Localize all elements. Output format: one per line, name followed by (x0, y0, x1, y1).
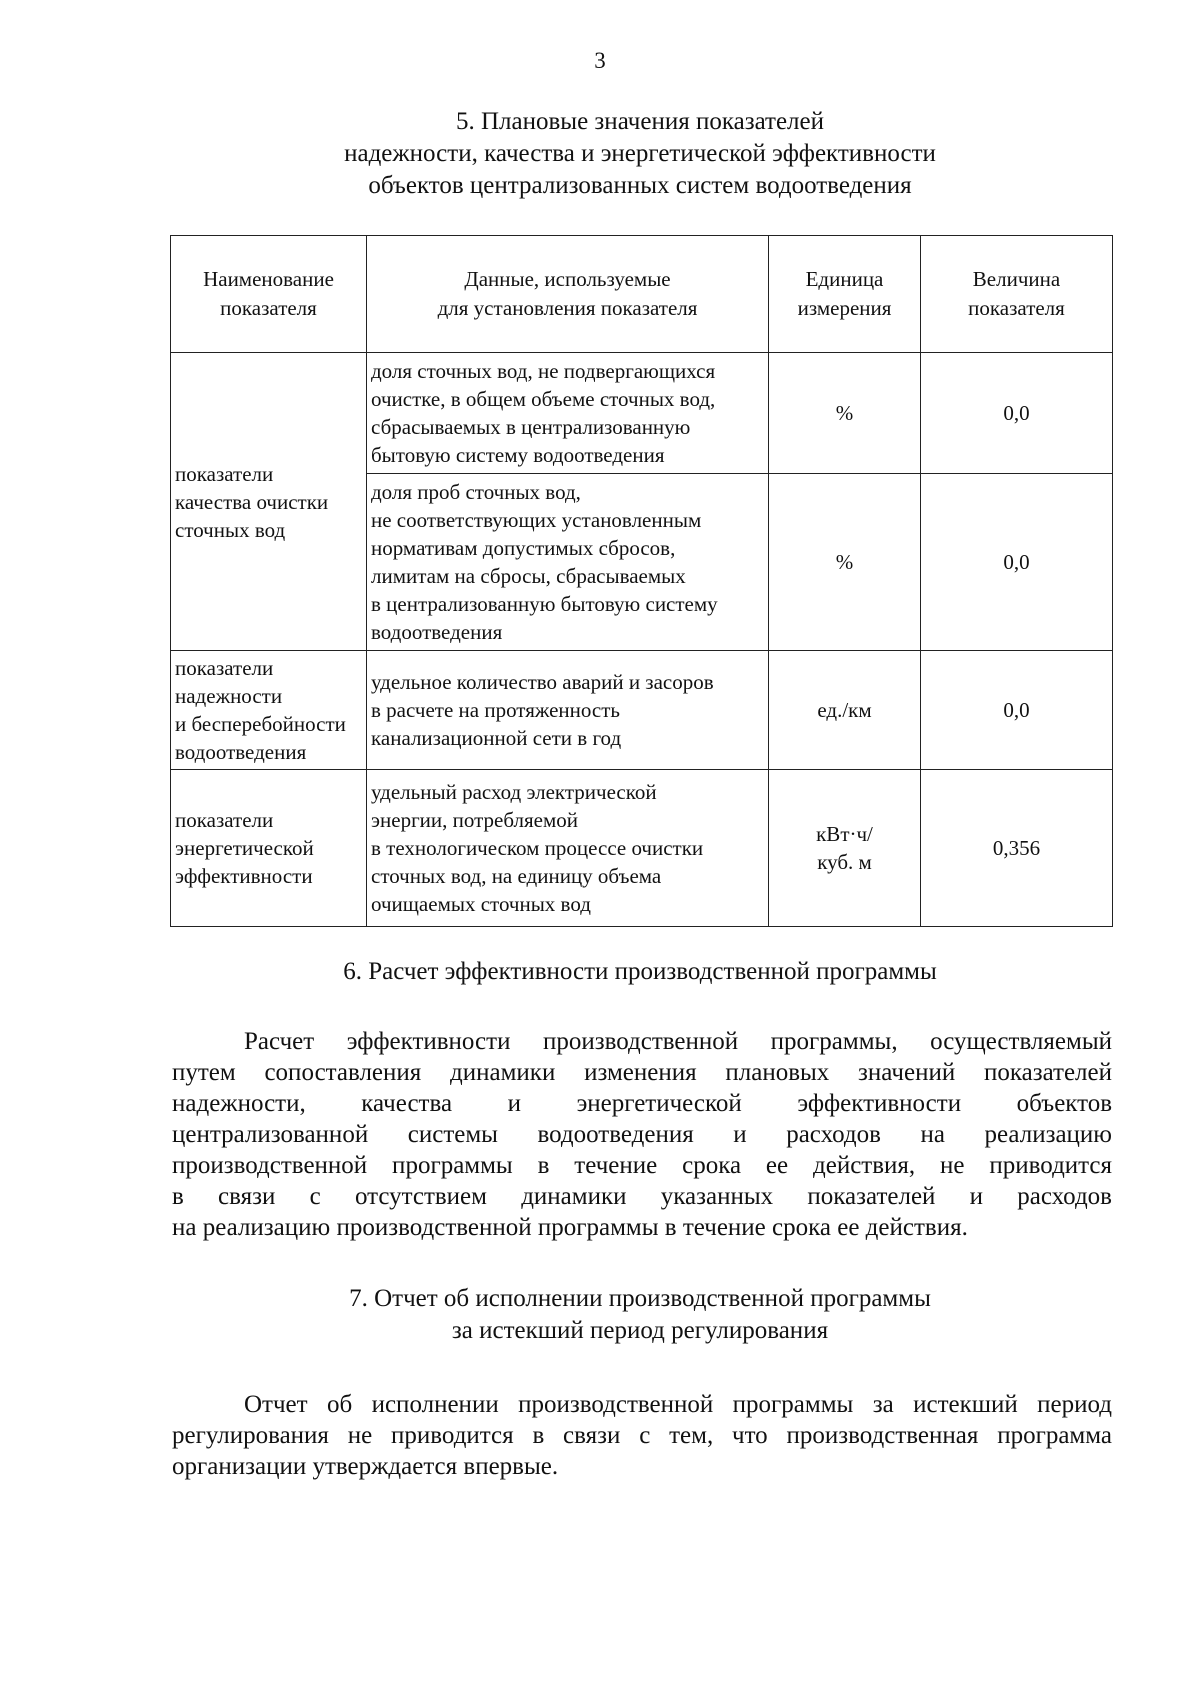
table-row (171, 353, 1113, 474)
section-7-paragraph (172, 1389, 1112, 1482)
heading-line: за истекший период регулирования (451, 1317, 829, 1344)
section-6-heading (160, 956, 1120, 988)
header-source-data: Данные, используемые для установления показателя (367, 236, 769, 353)
table-header-row (171, 236, 1113, 353)
table-row (171, 651, 1113, 770)
unit-cell: % (769, 474, 921, 651)
header-unit: Единица измерения (769, 236, 921, 353)
source-data-cell: доля проб сточных вод, не соответствующих установленным нормативам допустимых сбросов, лимитам на сбросы, сбрасываемых в централизованную бытовую систему водоотведения (367, 474, 769, 651)
unit-cell: % (769, 353, 921, 474)
paragraph-line: в связи с отсутствием динамики указанных показателей и расходов (172, 1183, 1112, 1210)
source-data-cell: удельный расход электрической энергии, потребляемой в технологическом процессе очистки сточных вод, на единицу объема очищаемых сточных вод (367, 770, 769, 927)
value-cell: 0,0 (921, 474, 1113, 651)
heading-line: 6. Расчет эффективности производственной программы (343, 958, 937, 985)
header-value: Величина показателя (921, 236, 1113, 353)
paragraph-line: организации утверждается впервые. (172, 1453, 559, 1480)
unit-cell: ед./км (769, 651, 921, 770)
indicators-table (170, 235, 1113, 927)
heading-line: надежности, качества и энергетической эффективности (344, 140, 936, 167)
header-indicator-name: Наименование показателя (171, 236, 367, 353)
paragraph-line: регулирования не приводится в связи с тем, что производственная программа (172, 1422, 1112, 1449)
paragraph-line: Расчет эффективности производственной программы, осуществляемый (244, 1028, 1112, 1055)
value-cell: 0,356 (921, 770, 1113, 927)
section-5-heading (160, 106, 1120, 202)
page-number: 3 (594, 48, 606, 73)
source-data-cell: удельное количество аварий и засоров в расчете на протяженность канализационной сети в год (367, 651, 769, 770)
paragraph-line: производственной программы в течение срока ее действия, не приводится (172, 1152, 1112, 1179)
paragraph-line: Отчет об исполнении производственной программы за истекший период (244, 1391, 1112, 1418)
table-row (171, 770, 1113, 927)
paragraph-line: централизованной системы водоотведения и расходов на реализацию (172, 1121, 1112, 1148)
indicator-name-cell: показатели надежности и бесперебойности водоотведения (171, 651, 367, 770)
paragraph-line: на реализацию производственной программы в течение срока ее действия. (172, 1214, 968, 1241)
heading-line: 7. Отчет об исполнении производственной программы (349, 1285, 931, 1312)
section-6-paragraph (172, 1026, 1112, 1243)
section-7-heading (160, 1283, 1120, 1347)
indicator-name-cell: показатели качества очистки сточных вод (171, 353, 367, 651)
heading-line: объектов централизованных систем водоотведения (368, 172, 912, 199)
unit-cell: кВт·ч/ куб. м (769, 770, 921, 927)
indicator-name-cell: показатели энергетической эффективности (171, 770, 367, 927)
value-cell: 0,0 (921, 651, 1113, 770)
source-data-cell: доля сточных вод, не подвергающихся очистке, в общем объеме сточных вод, сбрасываемых в централизованную бытовую систему водоотведения (367, 353, 769, 474)
paragraph-line: путем сопоставления динамики изменения плановых значений показателей (172, 1059, 1112, 1086)
value-cell: 0,0 (921, 353, 1113, 474)
paragraph-line: надежности, качества и энергетической эффективности объектов (172, 1090, 1112, 1117)
heading-line: 5. Плановые значения показателей (455, 108, 825, 135)
